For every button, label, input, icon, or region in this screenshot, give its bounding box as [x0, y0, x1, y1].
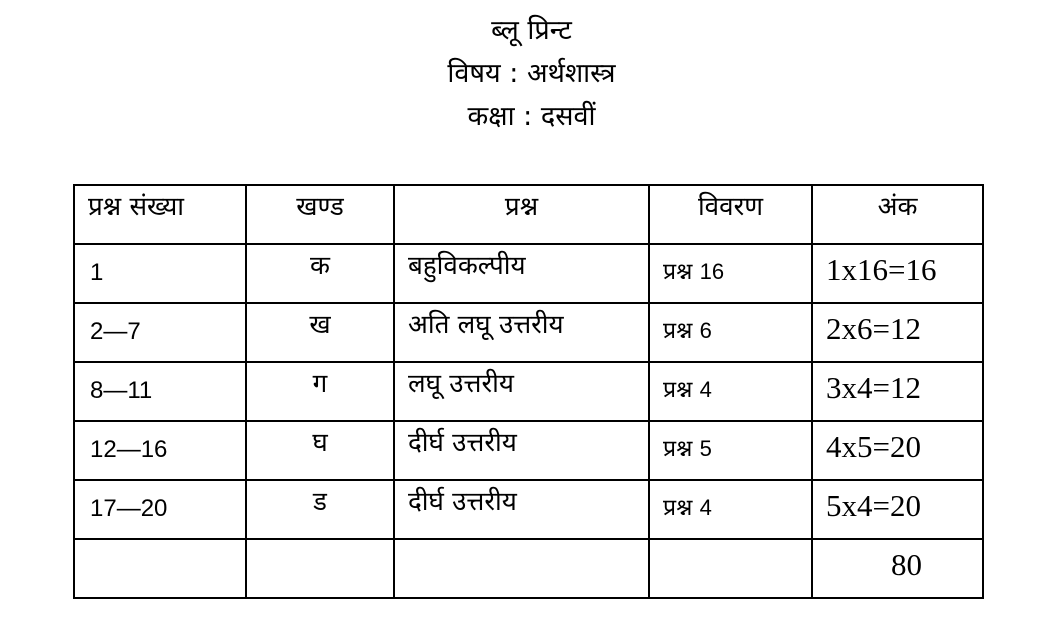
- total-marks-cell: [812, 539, 983, 598]
- document-title: ब्लू प्रिन्ट: [491, 15, 572, 46]
- detail-count: 5: [699, 436, 712, 461]
- detail-count: 4: [699, 495, 712, 520]
- cell-question-type: दीर्घ उत्तरीय: [394, 421, 649, 480]
- cell-section: क: [246, 244, 394, 303]
- cell-marks: 2x6=12: [812, 303, 983, 362]
- total-marks: 80: [891, 547, 922, 582]
- cell-section: ग: [246, 362, 394, 421]
- header-detail: विवरण: [649, 185, 812, 244]
- cell-detail: [649, 244, 812, 303]
- table-row: [74, 421, 983, 480]
- cell-question-number: 17—20: [74, 480, 246, 539]
- header-question: प्रश्न: [394, 185, 649, 244]
- blueprint-table: [73, 184, 984, 599]
- cell-marks: 3x4=12: [812, 362, 983, 421]
- cell-question-type: बहुविकल्पीय: [394, 244, 649, 303]
- cell-question-type: लघू उत्तरीय: [394, 362, 649, 421]
- detail-label: प्रश्न: [663, 377, 693, 403]
- empty-cell: [74, 539, 246, 598]
- cell-question-number: 12—16: [74, 421, 246, 480]
- detail-count: 6: [699, 318, 712, 343]
- cell-marks: 4x5=20: [812, 421, 983, 480]
- total-row: [74, 539, 983, 598]
- header-marks: अंक: [812, 185, 983, 244]
- detail-count: 4: [699, 377, 712, 402]
- cell-question-number: 2—7: [74, 303, 246, 362]
- header-question-number: प्रश्न संख्या: [74, 185, 246, 244]
- empty-cell: [394, 539, 649, 598]
- cell-detail: [649, 480, 812, 539]
- class-line: कक्षा : दसवीं: [467, 101, 596, 132]
- table-header-row: [74, 185, 983, 244]
- cell-section: घ: [246, 421, 394, 480]
- cell-marks: 5x4=20: [812, 480, 983, 539]
- cell-section: ख: [246, 303, 394, 362]
- table-row: [74, 303, 983, 362]
- cell-detail: [649, 421, 812, 480]
- cell-question-number: 1: [74, 244, 246, 303]
- table-row: [74, 480, 983, 539]
- cell-marks: 1x16=16: [812, 244, 983, 303]
- cell-question-number: 8—11: [74, 362, 246, 421]
- detail-label: प्रश्न: [663, 495, 693, 521]
- table-row: [74, 244, 983, 303]
- cell-question-type: अति लघू उत्तरीय: [394, 303, 649, 362]
- detail-count: 16: [699, 259, 725, 284]
- empty-cell: [246, 539, 394, 598]
- cell-question-type: दीर्घ उत्तरीय: [394, 480, 649, 539]
- header-section: खण्ड: [246, 185, 394, 244]
- empty-cell: [649, 539, 812, 598]
- cell-detail: [649, 303, 812, 362]
- detail-label: प्रश्न: [663, 436, 693, 462]
- table-row: [74, 362, 983, 421]
- cell-section: ड: [246, 480, 394, 539]
- cell-detail: [649, 362, 812, 421]
- detail-label: प्रश्न: [663, 259, 693, 285]
- detail-label: प्रश्न: [663, 318, 693, 344]
- subject-line: विषय : अर्थशास्त्र: [447, 58, 616, 89]
